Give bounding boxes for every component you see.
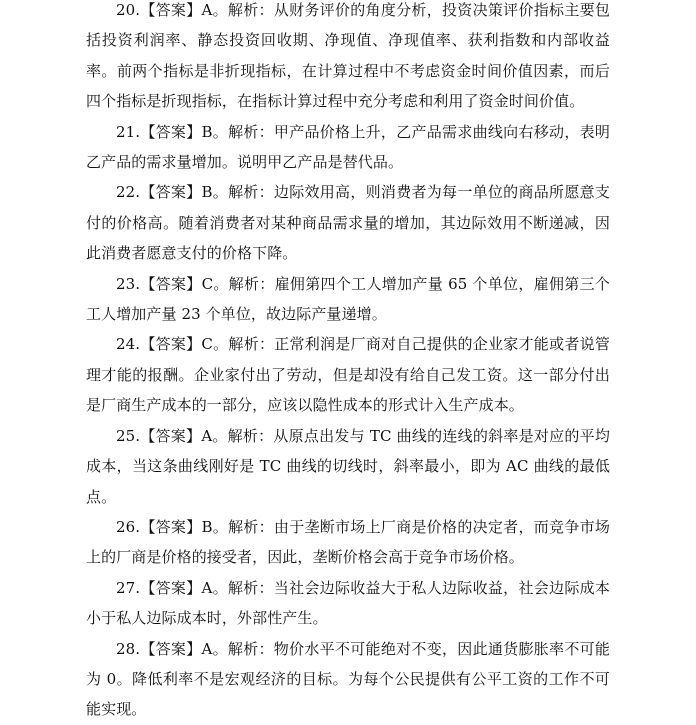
- answer-number: 24.: [116, 335, 141, 354]
- answer-number: 27.: [116, 578, 141, 597]
- answer-26: [86, 512, 610, 573]
- answer-23: [86, 269, 610, 330]
- answer-text: 【答案】A。解析：从原点出发与 TC 曲线的连线的斜率是对应的平均成本，当这条曲线刚好是 TC 曲线的切线时，斜率最小，即为 AC 曲线的最低点。: [86, 426, 610, 506]
- answer-text: 【答案】C。解析：雇佣第四个工人增加产量 65 个单位，雇佣第三个工人增加产量 23 个单位，故边际产量递增。: [86, 274, 610, 324]
- answer-number: 23.: [116, 274, 141, 293]
- answer-text: 【答案】B。解析：甲产品价格上升，乙产品需求曲线向右移动，表明乙产品的需求量增加。说明甲乙产品是替代品。: [86, 122, 610, 172]
- answer-28: [86, 634, 610, 725]
- answer-text: 【答案】C。解析：正常利润是厂商对自己提供的企业家才能或者说管理才能的报酬。企业家付出了劳动，但是却没有给自己发工资。这一部分付出是厂商生产成本的一部分，应该以隐性成本的形式计入生产成本。: [86, 335, 610, 415]
- answer-text: 【答案】B。解析：由于垄断市场上厂商是价格的决定者，而竞争市场上的厂商是价格的接受者，因此，垄断价格会高于竞争市场价格。: [86, 517, 610, 567]
- answer-20: [86, 0, 610, 117]
- answer-25: [86, 421, 610, 512]
- answer-text: 【答案】A。解析：当社会边际收益大于私人边际收益，社会边际成本小于私人边际成本时，外部性产生。: [86, 578, 610, 628]
- answer-number: 22.: [116, 183, 141, 202]
- answer-number: 21.: [116, 122, 141, 141]
- answer-number: 26.: [116, 517, 141, 536]
- answer-22: [86, 177, 610, 268]
- answer-21: [86, 117, 610, 178]
- answer-27: [86, 573, 610, 634]
- answer-text: 【答案】A。解析：从财务评价的角度分析，投资决策评价指标主要包括投资利润率、静态投资回收期、净现值、净现值率、获利指数和内部收益率。前两个指标是非折现指标，在计算过程中不考虑资金时间价值因素，而后四个指标是折现指标，在指标计算过程中充分考虑和利用了资金时间价值。: [86, 1, 610, 111]
- answer-number: 25.: [116, 426, 141, 445]
- answer-number: 20.: [116, 1, 141, 19]
- answer-text: 【答案】A。解析：物价水平不可能绝对不变，因此通货膨胀率不可能为 0。降低利率不是宏观经济的目标。为每个公民提供有公平工资的工作不可能实现。: [86, 639, 610, 719]
- answer-number: 28.: [116, 639, 141, 658]
- answer-page: [86, 0, 610, 725]
- answer-text: 【答案】B。解析：边际效用高，则消费者为每一单位的商品所愿意支付的价格高。随着消费者对某种商品需求量的增加，其边际效用不断递减，因此消费者愿意支付的价格下降。: [86, 183, 610, 263]
- answer-24: [86, 329, 610, 420]
